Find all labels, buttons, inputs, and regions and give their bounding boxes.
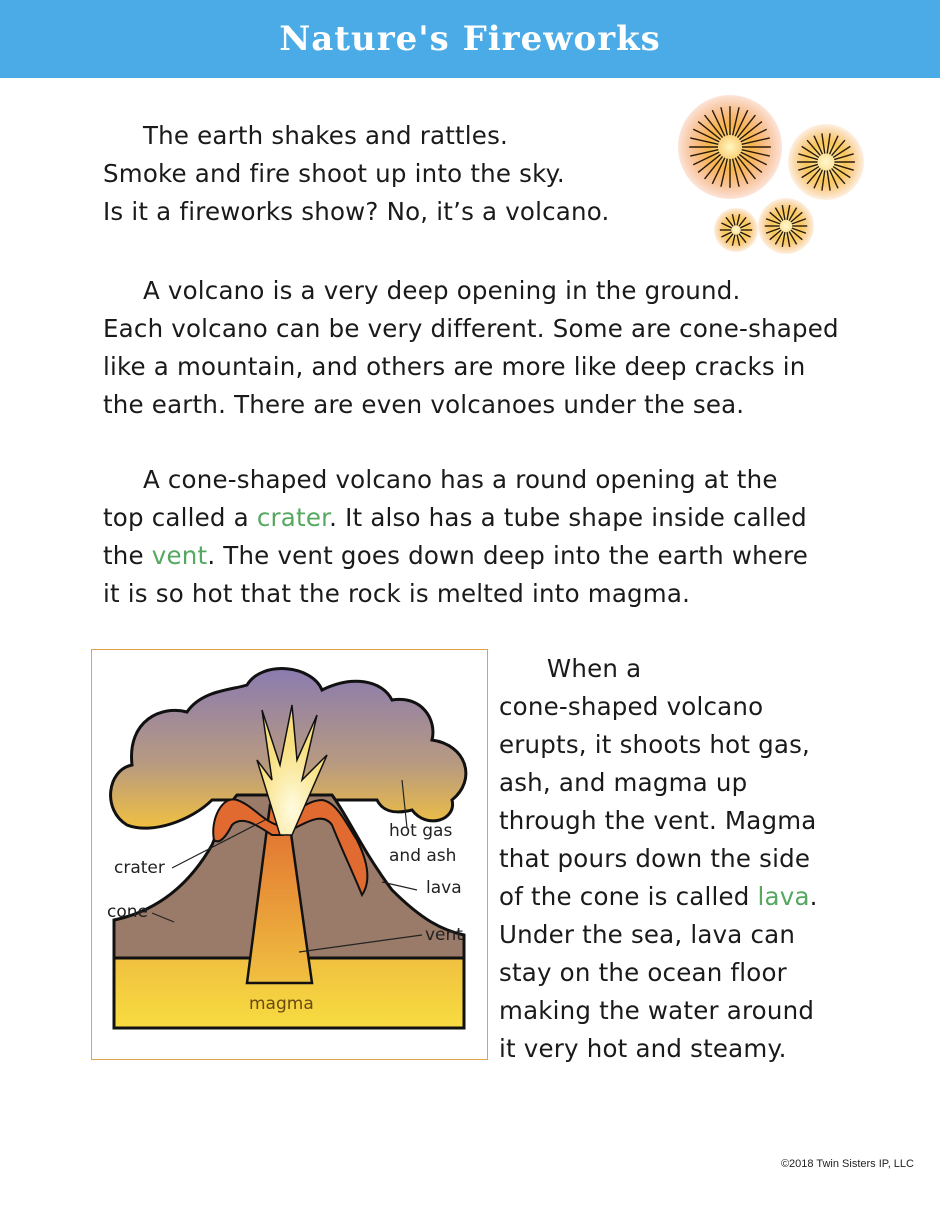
text-segment: ash, and magma up bbox=[499, 768, 748, 797]
text-segment: the earth. There are even volcanoes under the sea. bbox=[103, 390, 745, 419]
text-line bbox=[499, 840, 818, 878]
volcano-diagram bbox=[91, 649, 488, 1060]
text-line bbox=[499, 916, 818, 954]
text-line bbox=[499, 650, 818, 688]
text-line bbox=[103, 272, 839, 310]
text-line bbox=[499, 1030, 818, 1068]
paragraph-definition bbox=[103, 272, 839, 424]
text-line bbox=[499, 802, 818, 840]
text-segment: cone-shaped volcano bbox=[499, 692, 764, 721]
text-segment: Each volcano can be very different. Some are cone-shaped bbox=[103, 314, 839, 343]
text-line bbox=[103, 499, 808, 537]
paragraph-cone-volcano bbox=[103, 461, 808, 613]
text-segment: that pours down the side bbox=[499, 844, 811, 873]
text-segment: . It also has a tube shape inside called bbox=[329, 503, 807, 532]
text-line bbox=[103, 575, 808, 613]
fireworks-illustration bbox=[668, 92, 868, 262]
text-segment: it is so hot that the rock is melted into magma. bbox=[103, 579, 691, 608]
text-line bbox=[499, 992, 818, 1030]
label-vent: vent bbox=[425, 925, 463, 945]
text-segment: it very hot and steamy. bbox=[499, 1034, 787, 1063]
text-segment: the bbox=[103, 541, 152, 570]
text-segment: A volcano is a very deep opening in the ground. bbox=[103, 276, 741, 305]
label-hot-gas: hot gas bbox=[389, 821, 453, 841]
label-and-ash: and ash bbox=[389, 846, 457, 866]
vocabulary-term: crater bbox=[256, 503, 330, 532]
text-line bbox=[103, 461, 808, 499]
text-segment: top called a bbox=[103, 503, 257, 532]
text-segment: like a mountain, and others are more like deep cracks in bbox=[103, 352, 806, 381]
text-line bbox=[499, 954, 818, 992]
title-banner bbox=[0, 0, 940, 78]
text-line bbox=[103, 537, 808, 575]
text-segment: stay on the ocean floor bbox=[499, 958, 787, 987]
vocabulary-term: lava bbox=[757, 882, 810, 911]
text-line bbox=[103, 155, 609, 193]
text-segment: A cone-shaped volcano has a round opening at the bbox=[103, 465, 778, 494]
vocabulary-term: vent bbox=[151, 541, 208, 570]
text-segment: Under the sea, lava can bbox=[499, 920, 796, 949]
label-magma: magma bbox=[249, 994, 314, 1014]
text-line bbox=[499, 726, 818, 764]
page-title: Nature's Fireworks bbox=[279, 19, 661, 59]
label-cone: cone bbox=[107, 902, 148, 922]
label-crater: crater bbox=[114, 858, 165, 878]
text-segment: of the cone is called bbox=[499, 882, 758, 911]
text-line bbox=[103, 310, 839, 348]
text-line bbox=[499, 688, 818, 726]
text-segment: Smoke and fire shoot up into the sky. bbox=[103, 159, 565, 188]
text-line bbox=[103, 348, 839, 386]
text-line bbox=[103, 193, 609, 231]
text-segment: erupts, it shoots hot gas, bbox=[499, 730, 811, 759]
text-segment: The earth shakes and rattles. bbox=[103, 121, 509, 150]
text-line bbox=[499, 764, 818, 802]
paragraph-intro bbox=[103, 117, 609, 231]
text-segment: When a bbox=[499, 654, 642, 683]
label-lava: lava bbox=[426, 878, 462, 898]
text-segment: . The vent goes down deep into the earth where bbox=[207, 541, 809, 570]
text-line bbox=[103, 117, 609, 155]
text-segment: . bbox=[809, 882, 818, 911]
text-segment: through the vent. Magma bbox=[499, 806, 817, 835]
text-line bbox=[499, 878, 818, 916]
text-line bbox=[103, 386, 839, 424]
text-segment: Is it a fireworks show? No, it’s a volcano. bbox=[103, 197, 610, 226]
text-segment: making the water around bbox=[499, 996, 815, 1025]
copyright-notice: ©2018 Twin Sisters IP, LLC bbox=[780, 1158, 914, 1170]
paragraph-eruption bbox=[499, 650, 818, 1068]
